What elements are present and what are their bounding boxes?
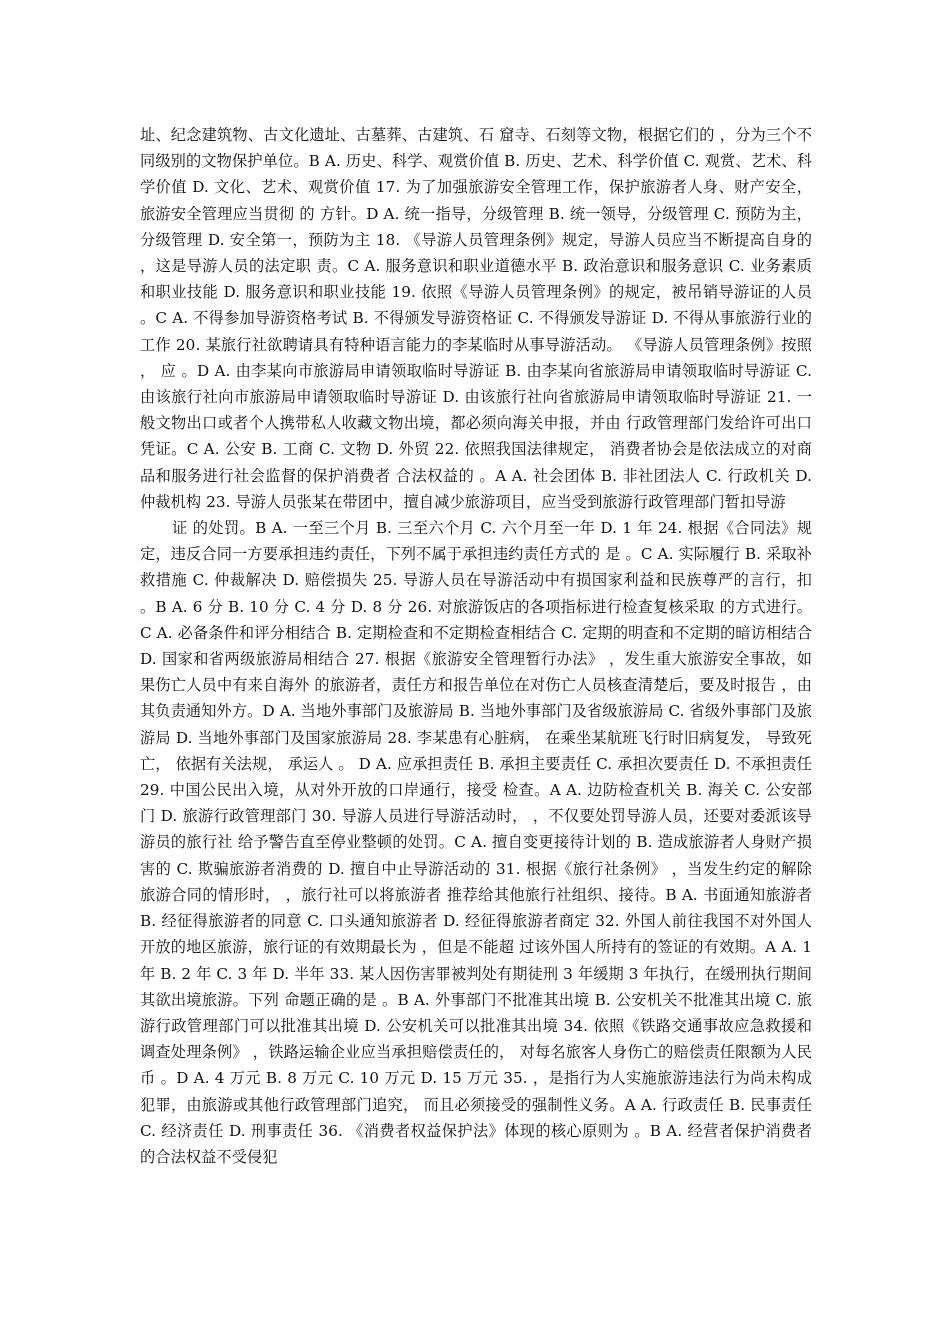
document-body	[140, 122, 812, 1170]
paragraph-questions-23-36: 证 的处罚。B A. 一至三个月 B. 三至六个月 C. 六个月至一年 D. 1 年 24. 根据《合同法》规定，违反合同一方要承担违约责任，下列不属于承担违约责任方式的 是 。C A. 实际履行 B. 采取补救措施 C. 仲裁解决 D. 赔偿损失 25. 导游人员在导游活动中有损国家利益和民族尊严的言行，扣 。B A. 6 分 B. 10 分 C. 4 分 D. 8 分 26. 对旅游饭店的各项指标进行检查复核采取 的方式进行。C A. 必备条件和评分相结合 B. 定期检查和不定期检查相结合 C. 定期的明查和不定期的暗访相结合 D. 国家和省两级旅游局相结合 27. 根据《旅游安全管理暂行办法》 ，发生重大旅游安全事故，如果伤亡人员中有来自海外 的旅游者，责任方和报告单位在对伤亡人员核查清楚后，要及时报告 ，由其负责通知外方。D A. 当地外事部门及旅游局 B. 当地外事部门及省级旅游局 C. 省级外事部门及旅游局 D. 当地外事部门及国家旅游局 28. 李某患有心脏病， 在乘坐某航班飞行时旧病复发， 导致死亡， 依据有关法规， 承运人 。 D A. 应承担责任 B. 承担主要责任 C. 承担次要责任 D. 不承担责任 29. 中国公民出入境，从对外开放的口岸通行，接受 检查。A A. 边防检查机关 B. 海关 C. 公安部门 D. 旅游行政管理部门 30. 导游人员进行导游活动时， ，不仅要处罚导游人员，还要对委派该导游员的旅行社 给予警告直至停业整顿的处罚。C A. 擅自变更接待计划的 B. 造成旅游者人身财产损害的 C. 欺骗旅游者消费的 D. 擅自中止导游活动的 31. 根据《旅行社条例》 ，当发生约定的解除旅游合同的情形时， ，旅行社可以将旅游者 推荐给其他旅行社组织、接待。B A. 书面通知旅游者 B. 经征得旅游者的同意 C. 口头通知旅游者 D. 经征得旅游者商定 32. 外国人前往我国不对外国人开放的地区旅游，旅行证的有效期最长为 ，但是不能超 过该外国人所持有的签证的有效期。A A. 1 年 B. 2 年 C. 3 年 D. 半年 33. 某人因伤害罪被判处有期徒刑 3 年缓期 3 年执行，在缓刑执行期间其欲出境旅游。下列 命题正确的是 。B A. 外事部门不批准其出境 B. 公安机关不批准其出境 C. 旅游行政管理部门可以批准其出境 D. 公安机关可以批准其出境 34. 依照《铁路交通事故应急救援和调查处理条例》 ，铁路运输企业应当承担赔偿责任的， 对每名旅客人身伤亡的赔偿责任限额为人民币 。D A. 4 万元 B. 8 万元 C. 10 万元 D. 15 万元 35. ，是指行为人实施旅游违法行为尚未构成犯罪，由旅游或其他行政管理部门追究， 而且必须接受的强制性义务。A A. 行政责任 B. 民事责任 C. 经济责任 D. 刑事责任 36. 《消费者权益保护法》体现的核心原则为 。B A. 经营者保护消费者的合法权益不受侵犯	[140, 519, 812, 1166]
paragraph-questions-16-23: 址、纪念建筑物、古文化遗址、古墓葬、古建筑、石 窟寺、石刻等文物，根据它们的 ，分为三个不同级别的文物保护单位。B A. 历史、科学、观赏价值 B. 历史、艺术、科学价值 C. 观赏、艺术、科学价值 D. 文化、艺术、观赏价值 17. 为了加强旅游安全管理工作，保护旅游者人身、财产安全，旅游安全管理应当贯彻 的 方针。D A. 统一指导，分级管理 B. 统一领导，分级管理 C. 预防为主，分级管理 D. 安全第一，预防为主 18. 《导游人员管理条例》规定，导游人员应当不断提高自身的 ，这是导游人员的法定职 责。C A. 服务意识和职业道德水平 B. 政治意识和服务意识 C. 业务素质和职业技能 D. 服务意识和职业技能 19. 依照《导游人员管理条例》的规定，被吊销导游证的人员 。C A. 不得参加导游资格考试 B. 不得颁发导游资格证 C. 不得颁发导游证 D. 不得从事旅游行业的工作 20. 某旅行社欲聘请具有特种语言能力的李某临时从事导游活动。 《导游人员管理条例》按照 ， 应 。D A. 由李某向市旅游局申请领取临时导游证 B. 由李某向省旅游局申请领取临时导游证 C. 由该旅行社向市旅游局申请领取临时导游证 D. 由该旅行社向省旅游局申请领取临时导游证 21. 一般文物出口或者个人携带私人收藏文物出境，都必须向海关申报，并由 行政管理部门发给许可出口凭证。C A. 公安 B. 工商 C. 文物 D. 外贸 22. 依照我国法律规定， 消费者协会是依法成立的对商品和服务进行社会监督的保护消费者 合法权益的 。A A. 社会团体 B. 非社团法人 C. 行政机关 D. 仲裁机构 23. 导游人员张某在带团中，擅自减少旅游项目，应当受到旅游行政管理部门暂扣导游	[140, 126, 812, 511]
